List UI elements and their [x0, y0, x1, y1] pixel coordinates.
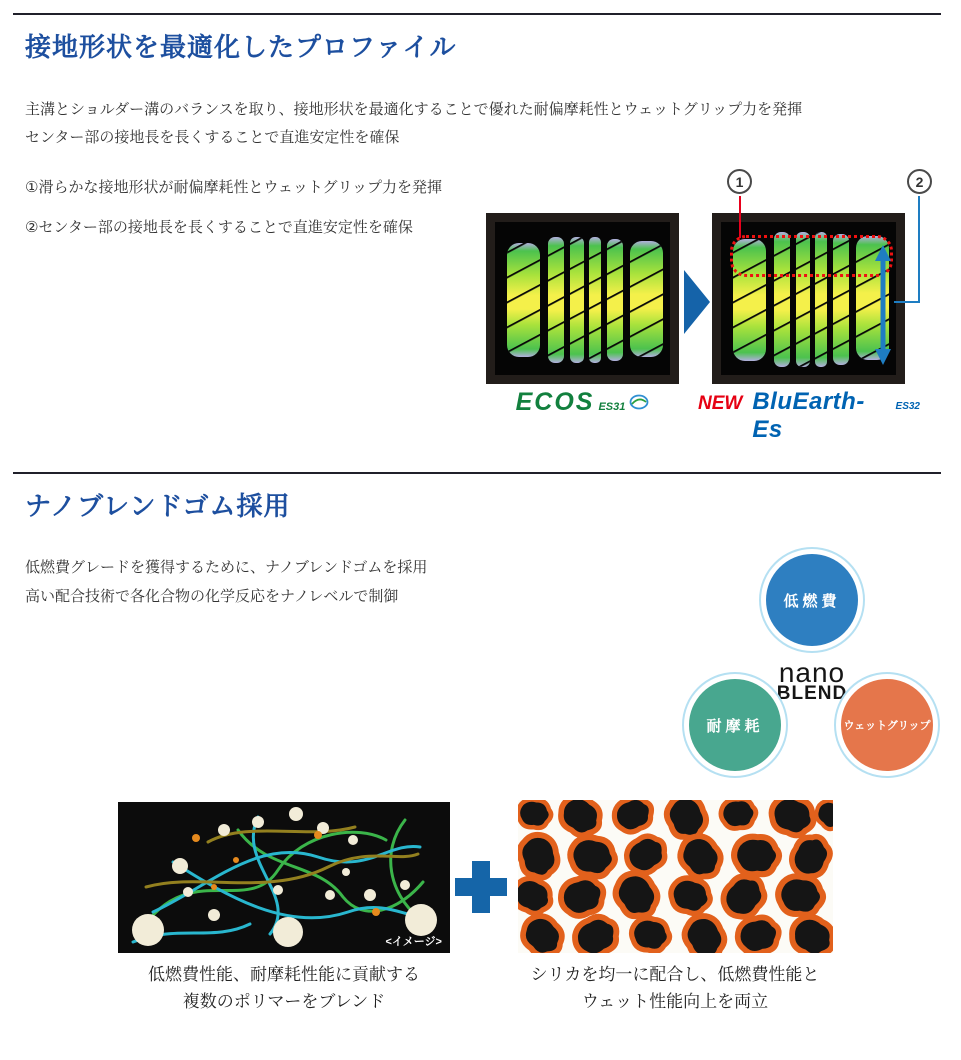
logo-ecos: [486, 388, 679, 417]
image-note-label: <イメージ>: [385, 936, 442, 948]
arrow-right-icon: [684, 270, 710, 334]
nano-circle-wear: 耐摩耗: [689, 679, 781, 771]
nano-blend-line2: BLEND: [776, 683, 848, 704]
ecos-logo-code: ES31: [598, 401, 626, 413]
section1-intro: [25, 96, 802, 152]
bluearth-logo-code: ES32: [895, 401, 920, 412]
section2-title: ナノブレンドゴム採用: [25, 491, 291, 521]
caption-polymer-line2: 複数のポリマーをブレンド: [182, 992, 386, 1011]
annotation-badge-1: 1: [727, 169, 752, 194]
section1-intro-line2: センター部の接地長を長くすることで直進安定性を確保: [25, 129, 400, 146]
section2-intro: [25, 553, 427, 611]
section1-point2: ②センター部の接地長を長くすることで直進安定性を確保: [25, 219, 413, 236]
caption-silica-line1: シリカを均一に配合し、低燃費性能と: [530, 965, 820, 984]
section2-intro-line2: 高い配合技術で各化合物の化学反応をナノレベルで制御: [25, 588, 399, 605]
section1-point1: ①滑らかな接地形状が耐偏摩耗性とウェットグリップ力を発揮: [25, 179, 442, 196]
bluearth-logo-new: NEW: [698, 393, 743, 414]
ecos-logo-name: ECOS: [515, 388, 595, 416]
annotation-badge-2: 2: [907, 169, 932, 194]
annotation-line-2-vertical: [918, 196, 920, 303]
silica-dispersion-image: [518, 800, 833, 953]
caption-silica: [505, 961, 845, 1015]
nano-blend-line1: nano: [778, 657, 846, 688]
annotation-line-1: [739, 196, 741, 238]
double-arrow-vertical-icon: [872, 245, 894, 365]
section1-title: 接地形状を最適化したプロファイル: [25, 32, 457, 62]
eco-mark-icon: [629, 394, 649, 410]
section2-intro-line1: 低燃費グレードを獲得するために、ナノブレンドゴムを採用: [25, 559, 428, 576]
nano-circle-wetgrip: ウェットグリップ: [841, 679, 933, 771]
polymer-blend-image: [118, 802, 450, 953]
section1-intro-line1: 主溝とショルダー溝のバランスを取り、接地形状を最適化することで優れた耐偏摩耗性とウェットグリップ力を発揮: [25, 101, 803, 118]
contact-shape-highlight: [730, 235, 893, 277]
caption-polymer-line1: 低燃費性能、耐摩耗性能に貢献する: [148, 965, 420, 984]
section-divider-top: [13, 13, 941, 15]
annotation-line-2-horizontal: [894, 301, 920, 303]
logo-bluearth-es: [698, 388, 920, 444]
caption-silica-line2: ウェット性能向上を両立: [581, 992, 769, 1011]
section-divider-middle: [13, 472, 941, 474]
tire-footprint-image-old: [486, 213, 679, 384]
caption-polymer: [110, 961, 458, 1015]
nano-circle-fuel: 低燃費: [766, 554, 858, 646]
bluearth-logo-name: BluEarth-Es: [752, 388, 865, 443]
plus-icon: [455, 861, 507, 913]
